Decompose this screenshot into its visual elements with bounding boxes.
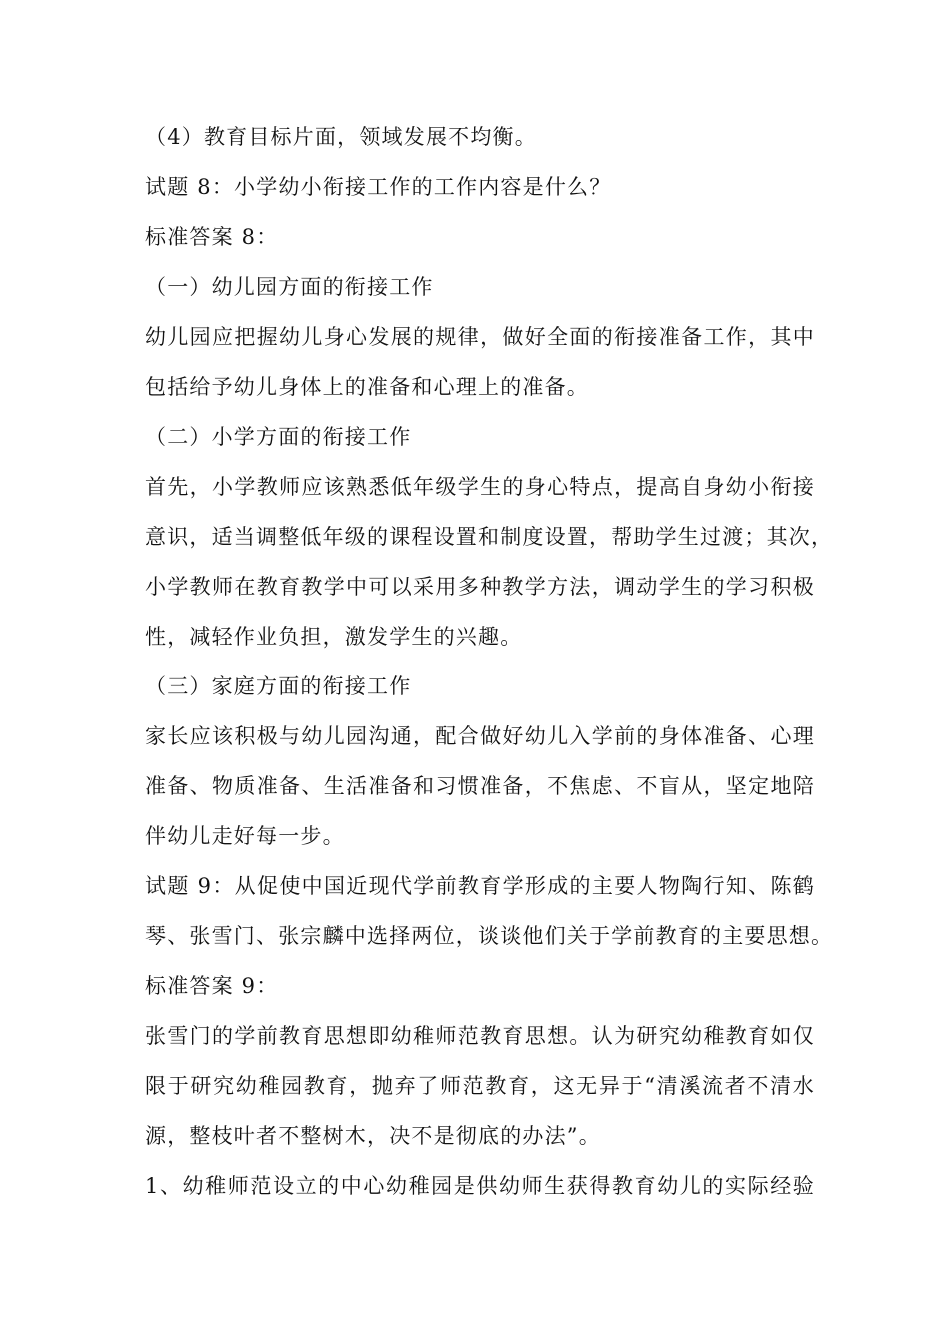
paragraph-line: 意识，适当调整低年级的课程设置和制度设置，帮助学生过渡；其次， xyxy=(145,525,834,549)
paragraph-line: 限于研究幼稚园教育，抛弃了师范教育，这无异于“清溪流者不清水 xyxy=(145,1074,815,1098)
paragraph-line: 1、幼稚师范设立的中心幼稚园是供幼师生获得教育幼儿的实际经验 xyxy=(145,1174,815,1198)
paragraph-line: 包括给予幼儿身体上的准备和心理上的准备。 xyxy=(145,375,589,399)
section-heading-family: （三）家庭方面的衔接工作 xyxy=(145,674,412,698)
paragraph-line: 幼儿园应把握幼儿身心发展的规律，做好全面的衔接准备工作，其中 xyxy=(145,325,815,349)
question-8-heading: 试题 8：小学幼小衔接工作的工作内容是什么？ xyxy=(145,175,612,199)
section-heading-primary-school: （二）小学方面的衔接工作 xyxy=(145,425,412,449)
paragraph-line: 琴、张雪门、张宗麟中选择两位，谈谈他们关于学前教育的主要思想。 xyxy=(145,924,834,948)
text-line: （4）教育目标片面，领域发展不均衡。 xyxy=(145,125,537,149)
answer-9-heading: 标准答案 9： xyxy=(145,974,279,998)
question-9-heading: 试题 9：从促使中国近现代学前教育学形成的主要人物陶行知、陈鹤 xyxy=(145,874,815,898)
paragraph-line: 伴幼儿走好每一步。 xyxy=(145,824,345,848)
paragraph-line: 源，整枝叶者不整树木，决不是彻底的办法”。 xyxy=(145,1124,601,1148)
paragraph-line: 首先，小学教师应该熟悉低年级学生的身心特点，提高自身幼小衔接 xyxy=(145,475,815,499)
answer-8-heading: 标准答案 8： xyxy=(145,225,279,249)
section-heading-kindergarten: （一）幼儿园方面的衔接工作 xyxy=(145,275,434,299)
paragraph-line: 性，减轻作业负担，激发学生的兴趣。 xyxy=(145,625,523,649)
paragraph-line: 家长应该积极与幼儿园沟通，配合做好幼儿入学前的身体准备、心理 xyxy=(145,724,815,748)
paragraph-line: 张雪门的学前教育思想即幼稚师范教育思想。认为研究幼稚教育如仅 xyxy=(145,1024,815,1048)
paragraph-line: 准备、物质准备、生活准备和习惯准备，不焦虑、不盲从，坚定地陪 xyxy=(145,774,815,798)
paragraph-line: 小学教师在教育教学中可以采用多种教学方法，调动学生的学习积极 xyxy=(145,575,815,599)
